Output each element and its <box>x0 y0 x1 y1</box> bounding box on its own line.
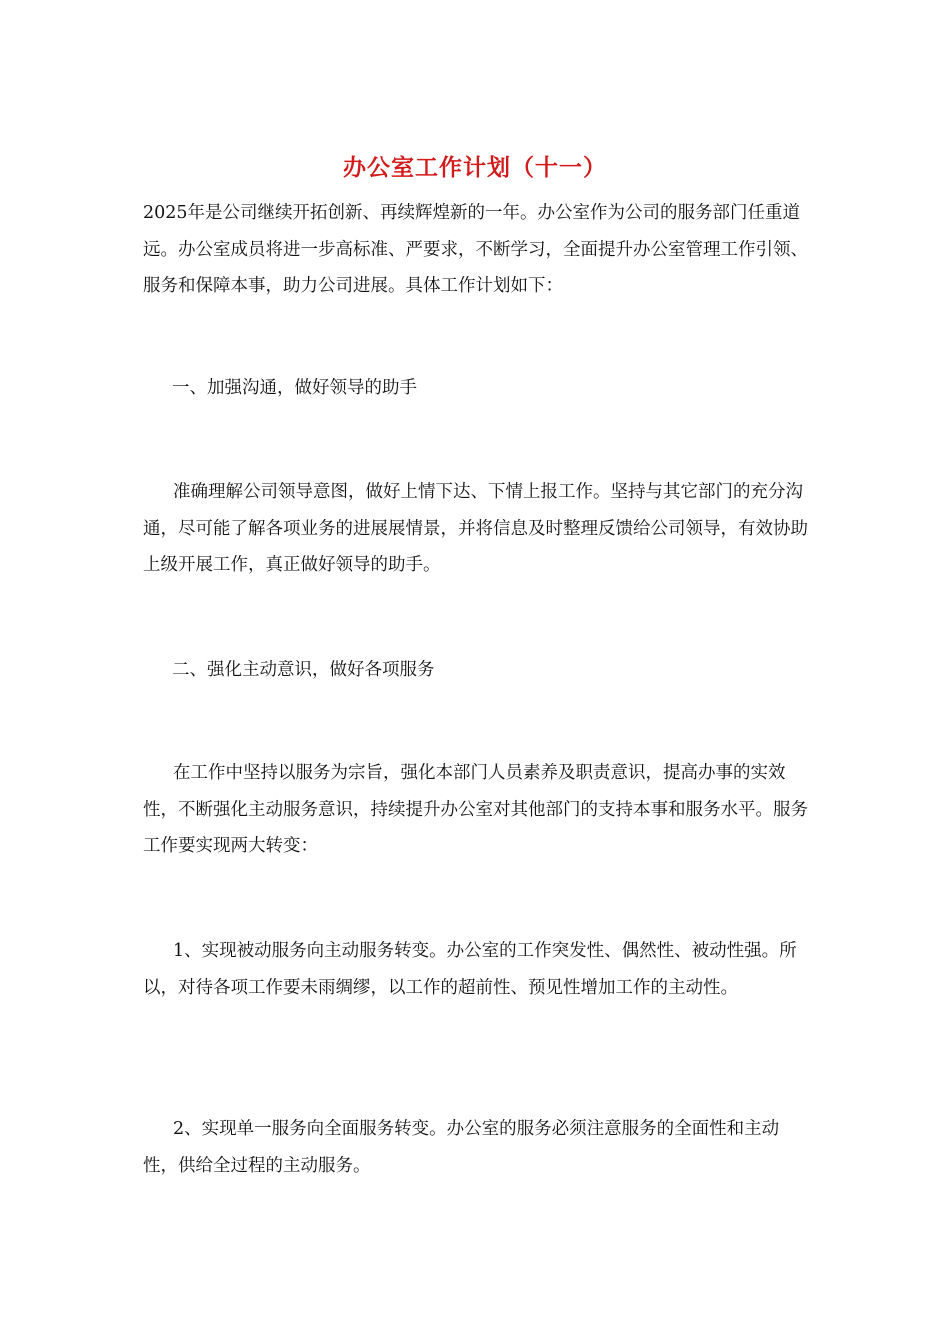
document-title: 办公室工作计划（十一） <box>343 154 607 181</box>
list-item-1: 1、实现被动服务向主动服务转变。办公室的工作突发性、偶然性、被动性强。所以，对待各项工作要未雨绸缪，以工作的超前性、预见性增加工作的主动性。 <box>143 941 797 998</box>
section-heading-2: 二、强化主动意识，做好各项服务 <box>172 660 435 680</box>
section-body-1: 准确理解公司领导意图，做好上情下达、下情上报工作。坚持与其它部门的充分沟通，尽可能了解各项业务的进展展情景，并将信息及时整理反馈给公司领导，有效协助上级开展工作，真正做好领导的助手。 <box>143 482 808 575</box>
section-body-2: 在工作中坚持以服务为宗旨，强化本部门人员素养及职责意识，提高办事的实效性，不断强化主动服务意识，持续提升办公室对其他部门的支持本事和服务水平。服务工作要实现两大转变： <box>143 763 808 856</box>
section-heading-1: 一、加强沟通，做好领导的助手 <box>172 378 417 398</box>
intro-paragraph: 2025年是公司继续开拓创新、再续辉煌新的一年。办公室作为公司的服务部门任重道远。办公室成员将进一步高标准、严要求，不断学习，全面提升办公室管理工作引领、服务和保障本事，助力公司进展。具体工作计划如下： <box>143 203 808 296</box>
list-item-2: 2、实现单一服务向全面服务转变。办公室的服务必须注意服务的全面性和主动性，供给全过程的主动服务。 <box>143 1119 780 1176</box>
